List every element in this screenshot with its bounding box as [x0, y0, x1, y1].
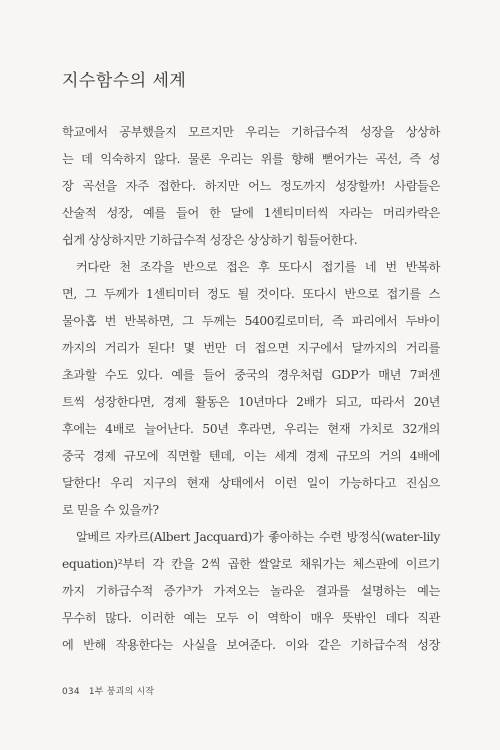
page-number: 034 — [62, 687, 80, 697]
text-line: 면, 그 두께가 1센티미터 정도 될 것이다. 또다시 반으로 접기를 스 — [62, 287, 440, 301]
text-line: 에 반해 작용한다는 사실을 보여준다. 이와 같은 기하급수적 성장 — [62, 638, 440, 652]
paragraph — [62, 254, 440, 524]
running-header-section: 1부 붕괴의 시작 — [88, 687, 155, 697]
text-line: 무수히 많다. 이러한 예는 모두 이 역학이 매우 뜻밖인 데다 직관 — [62, 611, 440, 625]
text-line: 장 곡선을 자주 접한다. 하지만 어느 정도까지 성장할까! 사람들은 — [62, 179, 440, 193]
text-line: 학교에서 공부했을지 모르지만 우리는 기하급수적 성장을 상상하 — [62, 125, 440, 139]
text-line: 산술적 성장, 예를 들어 한 달에 1센티미터씩 자라는 머리카락은 — [62, 206, 440, 220]
text-line: 쉽게 상상하지만 기하급수적 성장은 상상하기 힘들어한다. — [62, 233, 358, 247]
body-text — [62, 119, 440, 659]
text-line: 트씩 성장한다면, 경제 활동은 10년마다 2배가 되고, 따라서 20년 — [62, 395, 440, 409]
text-line: 후에는 4배로 늘어난다. 50년 후라면, 우리는 현재 가치로 32개의 — [62, 422, 440, 436]
section-title: 지수함수의 세계 — [62, 71, 187, 91]
text-line: 커다란 천 조각을 반으로 접은 후 또다시 접기를 네 번 반복하 — [76, 260, 440, 274]
text-line: 로 믿을 수 있을까? — [62, 503, 159, 517]
text-line: equation)²부터 각 칸을 2씩 곱한 쌀알로 채워가는 체스판에 이르기 — [62, 557, 440, 571]
paragraph — [62, 524, 440, 659]
text-line: 까지 기하급수적 증가³가 가져오는 놀라운 결과를 설명하는 예는 — [62, 584, 440, 598]
text-line: 알베르 자카르(Albert Jacquard)가 좋아하는 수련 방정식(water-lily — [76, 530, 440, 544]
text-line: 초과할 수도 있다. 예를 들어 중국의 경우처럼 GDP가 매년 7퍼센 — [62, 368, 440, 382]
text-line: 까지의 거리가 된다! 몇 번만 더 접으면 지구에서 달까지의 거리를 — [62, 341, 440, 355]
page-footer — [62, 684, 154, 697]
text-line: 는 데 익숙하지 않다. 물론 우리는 위를 향해 뻗어가는 곡선, 즉 성 — [62, 152, 440, 166]
text-line: 중국 경제 규모에 직면할 텐데, 이는 세계 경제 규모의 거의 4배에 — [62, 449, 440, 463]
text-line: 달한다! 우리 지구의 현재 상태에서 이런 일이 가능하다고 진심으 — [62, 476, 440, 490]
text-line: 물아홉 번 반복하면, 그 두께는 5400킬로미터, 즉 파리에서 두바이 — [62, 314, 440, 328]
paragraph — [62, 119, 440, 254]
